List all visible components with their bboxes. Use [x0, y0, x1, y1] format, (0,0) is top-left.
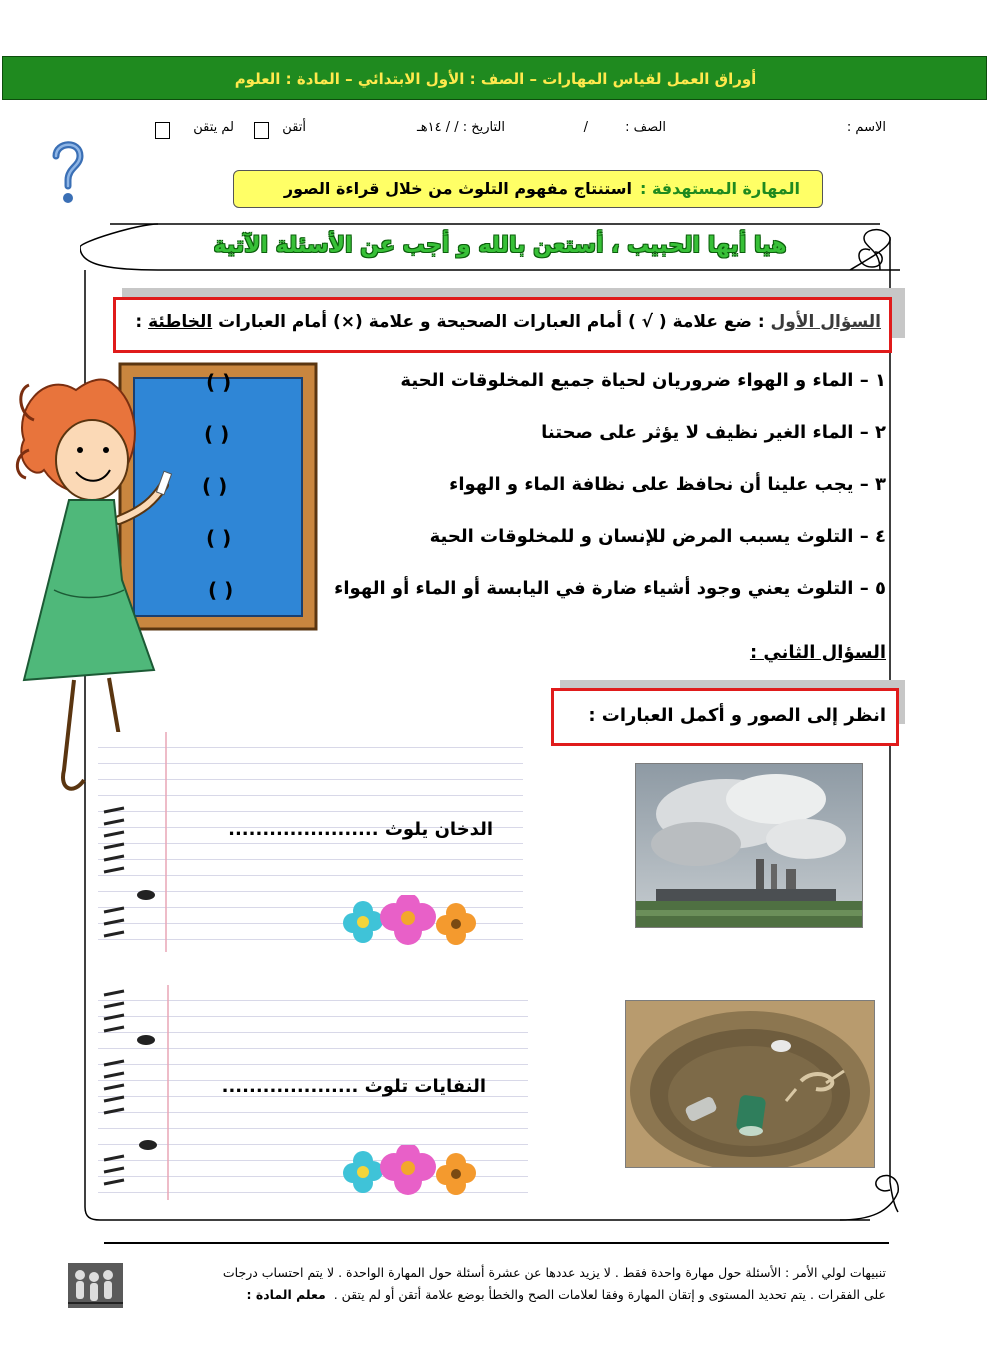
not-mastered-checkbox[interactable] [155, 122, 170, 139]
answer-blank-3[interactable]: ( ) [202, 474, 228, 498]
question1-false-word: الخاطئة [148, 312, 213, 332]
notebook-card-1 [98, 732, 523, 952]
statement-2: ٢ – الماء الغير نظيف لا يؤثر على صحتنا [541, 422, 886, 443]
factory-smoke-photo [635, 763, 863, 928]
notebook-card-2 [98, 985, 528, 1200]
not-mastered-label: لم يتقن [193, 120, 234, 135]
date-label: التاريخ : / / ١٤هـ [416, 120, 505, 135]
class-label: الصف : [625, 120, 666, 135]
mastered-checkbox[interactable] [254, 122, 269, 139]
spiral-binding-icon [98, 732, 178, 952]
statement-4: ٤ – التلوث يسبب المرض للإنسان و للمخلوقات الحية [429, 526, 886, 547]
worksheet-title: أوراق العمل لقياس المهارات – الصف : الأول الابتدائي – المادة : العلوم [234, 70, 757, 88]
question2-heading [750, 642, 886, 663]
question2-heading-text: السؤال الثاني [763, 642, 886, 663]
answer-blank-1[interactable]: ( ) [206, 370, 232, 394]
skill-box [233, 170, 823, 208]
skill-label: المهارة المستهدفة : [640, 179, 800, 198]
statement-1: ١ – الماء و الهواء ضروريان لحياة جميع المخلوقات الحية [400, 370, 886, 391]
question1-instruction [135, 312, 881, 332]
skill-text: استنتاج مفهوم التلوث من خلال قراءة الصور [283, 179, 632, 198]
question2-heading-colon: : [749, 642, 764, 663]
teacher-label: معلم المادة : [246, 1287, 326, 1302]
flowers-icon [328, 895, 488, 945]
fill-sentence-1[interactable]: الدخان يلوث ...................... [228, 819, 493, 840]
question2-box [551, 688, 899, 746]
question1-instruction-end: : [135, 312, 149, 332]
question-mark-icon [48, 138, 88, 208]
statement-3: ٣ – يجب علينا أن نحافظ على نظافة الماء و الهواء [449, 474, 886, 495]
instruction-banner: هيا أيها الحبيب ، أستعن بالله و أجب عن الأسئلة الآتية [213, 233, 787, 258]
footer-notes [116, 1262, 886, 1306]
trash-pollution-photo [625, 1000, 875, 1168]
question1-box [113, 297, 892, 353]
footer-line-2 [116, 1284, 886, 1306]
header-band [2, 56, 987, 100]
mastered-label: أتقن [282, 120, 306, 135]
name-label: الاسم : [846, 120, 886, 135]
answer-blank-5[interactable]: ( ) [208, 578, 234, 602]
question1-heading: السؤال الأول [770, 312, 881, 332]
statement-5: ٥ – التلوث يعني وجود أشياء ضارة في اليابسة أو الماء أو الهواء [334, 578, 886, 599]
footer-line-1: تنبيهات لولي الأمر : الأسئلة حول مهارة واحدة فقط . لا يزيد عددها عن عشرة أسئلة حول المهارة الواحدة . لا يتم احتساب درجات [222, 1265, 886, 1280]
question1-instruction-text: : ضع علامة ( √ ) أمام العبارات الصحيحة و علامة (×) أمام العبارات [212, 312, 771, 332]
answer-blank-2[interactable]: ( ) [204, 422, 230, 446]
answer-blank-4[interactable]: ( ) [206, 526, 232, 550]
spiral-binding-icon [98, 985, 178, 1200]
people-group-icon [68, 1263, 123, 1308]
footer-line-2-text: على الفقرات . يتم تحديد المستوى و إتقان المهارة وفقا لعلامات الصح والخطأ بوضع علامة أتقن أو لم يتقن . [333, 1287, 886, 1302]
question2-instruction: انظر إلى الصور و أكمل العبارات : [588, 705, 886, 726]
fill-sentence-2[interactable]: النفايات تلوث .................... [221, 1076, 486, 1097]
footer-divider [104, 1242, 889, 1244]
flowers-icon [328, 1145, 488, 1195]
class-separator: / [583, 120, 588, 135]
